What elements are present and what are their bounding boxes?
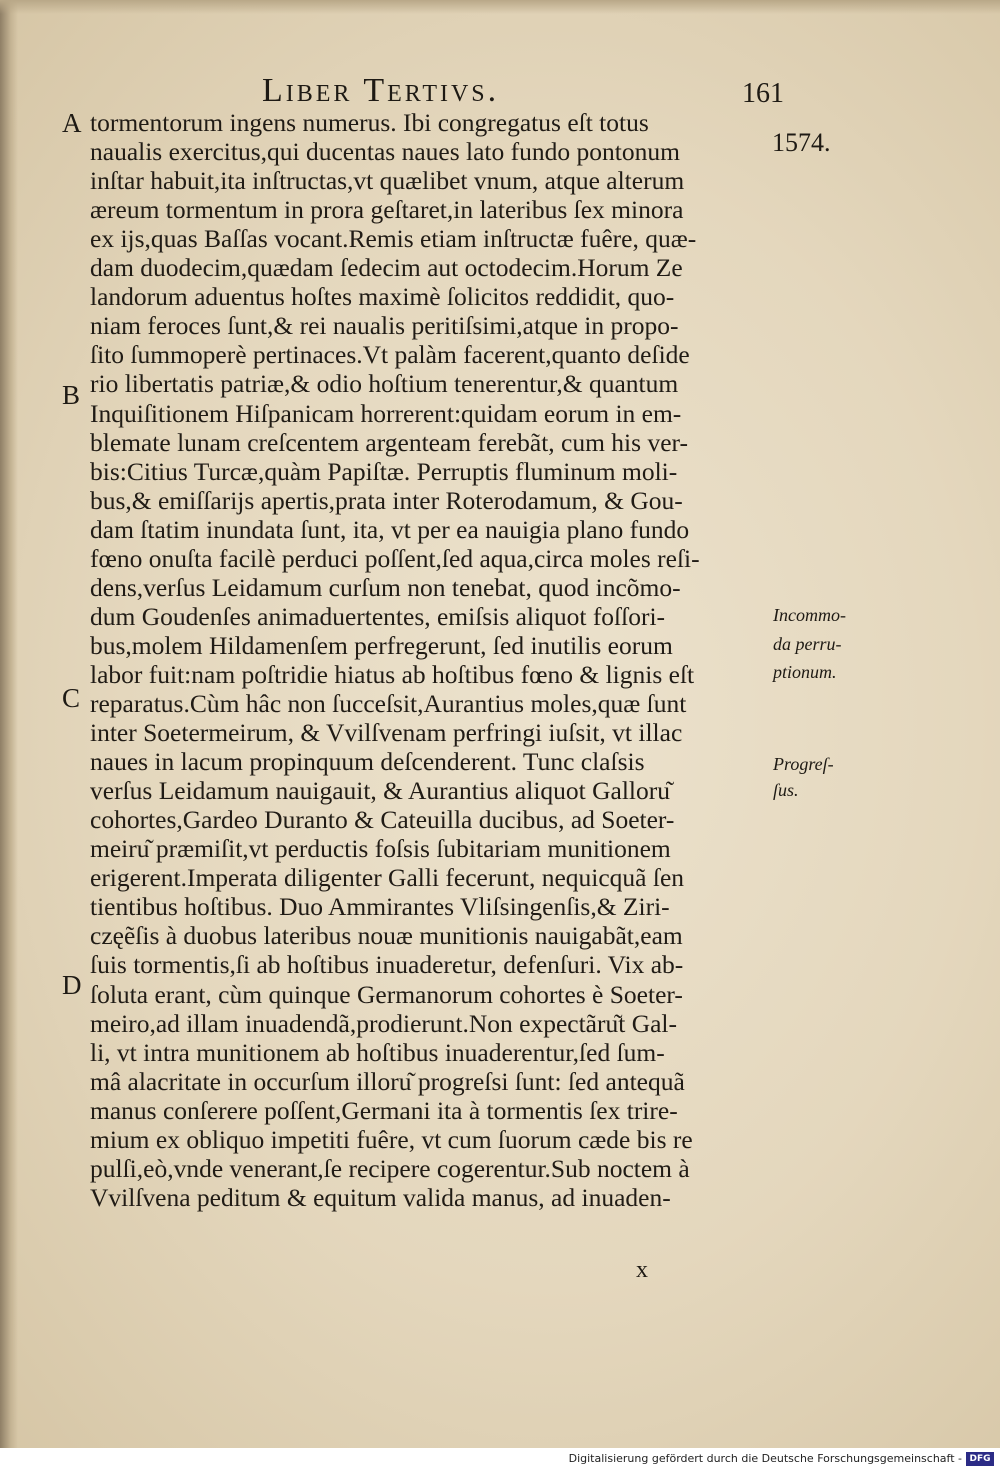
text-line: æreum tormentum in prora geſtaret,in lateribus ſex minora (90, 195, 684, 225)
text-line: meiro,ad illam inuadendã,prodierunt.Non expectãru͂t Gal- (90, 1008, 677, 1038)
text-line: bis:Citius Turcæ,quàm Papiſtæ. Perruptis fluminum moli- (90, 456, 678, 486)
text-line: blemate lunam creſcentem argenteam ferebãt, cum his ver- (90, 427, 688, 457)
text-line: fœno onuſta facilè perduci poſſent,ſed aqua,circa moles reſi- (90, 543, 700, 573)
text-line: inſtar habuit,ita inſtructas,vt quælibet vnum, atque alterum (90, 166, 685, 196)
text-line: naualis exercitus,qui ducentas naues lato fundo pontonum (90, 137, 680, 167)
text-line: ſito ſummoperè pertinaces.Vt palàm facerent,quanto deſide (90, 340, 690, 370)
page-number: 161 (742, 78, 784, 109)
text-line: ex ijs,quas Baſſas vocant.Remis etiam inſtructæ fuêre, quæ- (90, 224, 697, 254)
running-header-title: Liber Tertivs. (262, 72, 500, 109)
page-top-shadow (0, 0, 1000, 14)
text-line: dam ſtatim inundata ſunt, ita, vt per ea nauigia plano fundo (90, 514, 690, 544)
text-line: tormentorum ingens numerus. Ibi congregatus eſt totus (90, 108, 649, 137)
footer-credit: Digitalisierung gefördert durch die Deutsche Forschungsgemeinschaft - (568, 1452, 962, 1465)
text-line: meiru͂ præmiſit,vt perductis foſsis ſubitariam munitionem (90, 834, 671, 864)
text-line: manus conſerere poſſent,Germani ita à tormentis ſex trire- (90, 1095, 678, 1125)
text-line: cohortes,Gardeo Duranto & Cateuilla ducibus, ad Soeter- (90, 805, 675, 835)
dfg-logo: DFG (966, 1452, 994, 1466)
text-line: ſuis tormentis,ſi ab hoſtibus inuaderetur, defenſuri. Vix ab- (90, 950, 684, 980)
margin-note-incommoda-3: ptionum. (773, 662, 837, 682)
text-line: li, vt intra munitionem ab hoſtibus inuaderentur,ſed ſum- (90, 1037, 665, 1067)
text-line: Inquiſitionem Hiſpanicam horrerent:quidam eorum in em- (90, 398, 682, 428)
text-line: pulſi,eò,vnde venerant,ſe recipere cogerentur.Sub noctem à (90, 1153, 690, 1183)
margin-note-progressus-1: Progreſ- (773, 754, 834, 774)
text-line: reparatus.Cùm hâc non ſucceſsit,Aurantius moles,quæ ſunt (90, 689, 687, 718)
text-line: bus,& emiſſarijs apertis,prata inter Roterodamum, & Gou- (90, 485, 683, 515)
section-letter-d: D (62, 970, 82, 1000)
text-line: bus,molem Hildamenſem perfregerunt, ſed inutilis eorum (90, 630, 673, 660)
margin-note-progressus-2: ſus. (773, 780, 799, 800)
text-line: inter Soetermeirum, & Vvilſvenam perfringi iuſsit, vt illac (90, 718, 683, 748)
text-line: mium ex obliquo impetiti fuêre, vt cum ſuorum cæde bis re (90, 1124, 693, 1154)
text-line: dens,verſus Leidamum curſum non tenebat, quod incõmo- (90, 572, 681, 602)
footer-bar (0, 1448, 1000, 1471)
page-edge-shadow (0, 0, 18, 1448)
text-line: verſus Leidamum nauigauit, & Aurantius aliquot Galloru͂ (90, 776, 671, 806)
text-line: Vvilſvena peditum & equitum valida manus, ad inuaden- (90, 1182, 671, 1212)
text-line: labor fuit:nam poſtridie hiatus ab hoſtibus fœno & lignis eſt (90, 659, 695, 689)
text-line: landorum aduentus hoſtes maximè ſolicitos reddidit, quo- (90, 282, 675, 312)
text-line: tientibus hoſtibus. Duo Ammirantes Vliſsingenſis,& Ziri- (90, 892, 670, 922)
section-letter-b: B (62, 380, 81, 410)
text-line: erigerent.Imperata diligenter Galli fecerunt, nequicquã ſen (90, 863, 685, 893)
text-line: mâ alacritate in occurſum illoru͂ progreſsi ſunt: ſed antequã (90, 1066, 685, 1096)
margin-note-incommoda-2: da perru- (773, 634, 842, 654)
margin-note-incommoda-1: Incommo- (773, 605, 846, 625)
text-line: dum Goudenſes animaduertentes, emiſsis aliquot foſſori- (90, 601, 666, 631)
text-line: niam feroces ſunt,& rei naualis peritiſsimi,atque in propo- (90, 311, 679, 341)
section-letter-c: C (62, 683, 81, 713)
text-line: naues in lacum propinquum deſcenderent. Tunc claſsis (90, 747, 645, 777)
section-letter-a: A (62, 108, 82, 138)
text-line: rio libertatis patriæ,& odio hoſtium tenerentur,& quantum (90, 369, 679, 399)
text-line: dam duodecim,quædam ſedecim aut octodecim.Horum Ze (90, 253, 683, 283)
text-line: ſoluta erant, cùm quinque Germanorum cohortes è Soeter- (90, 979, 683, 1009)
margin-year: 1574. (772, 128, 831, 157)
signature-mark: x (636, 1257, 648, 1283)
text-line: częẽſis à duobus lateribus nouæ munitionis nauigabãt,eam (90, 921, 683, 951)
